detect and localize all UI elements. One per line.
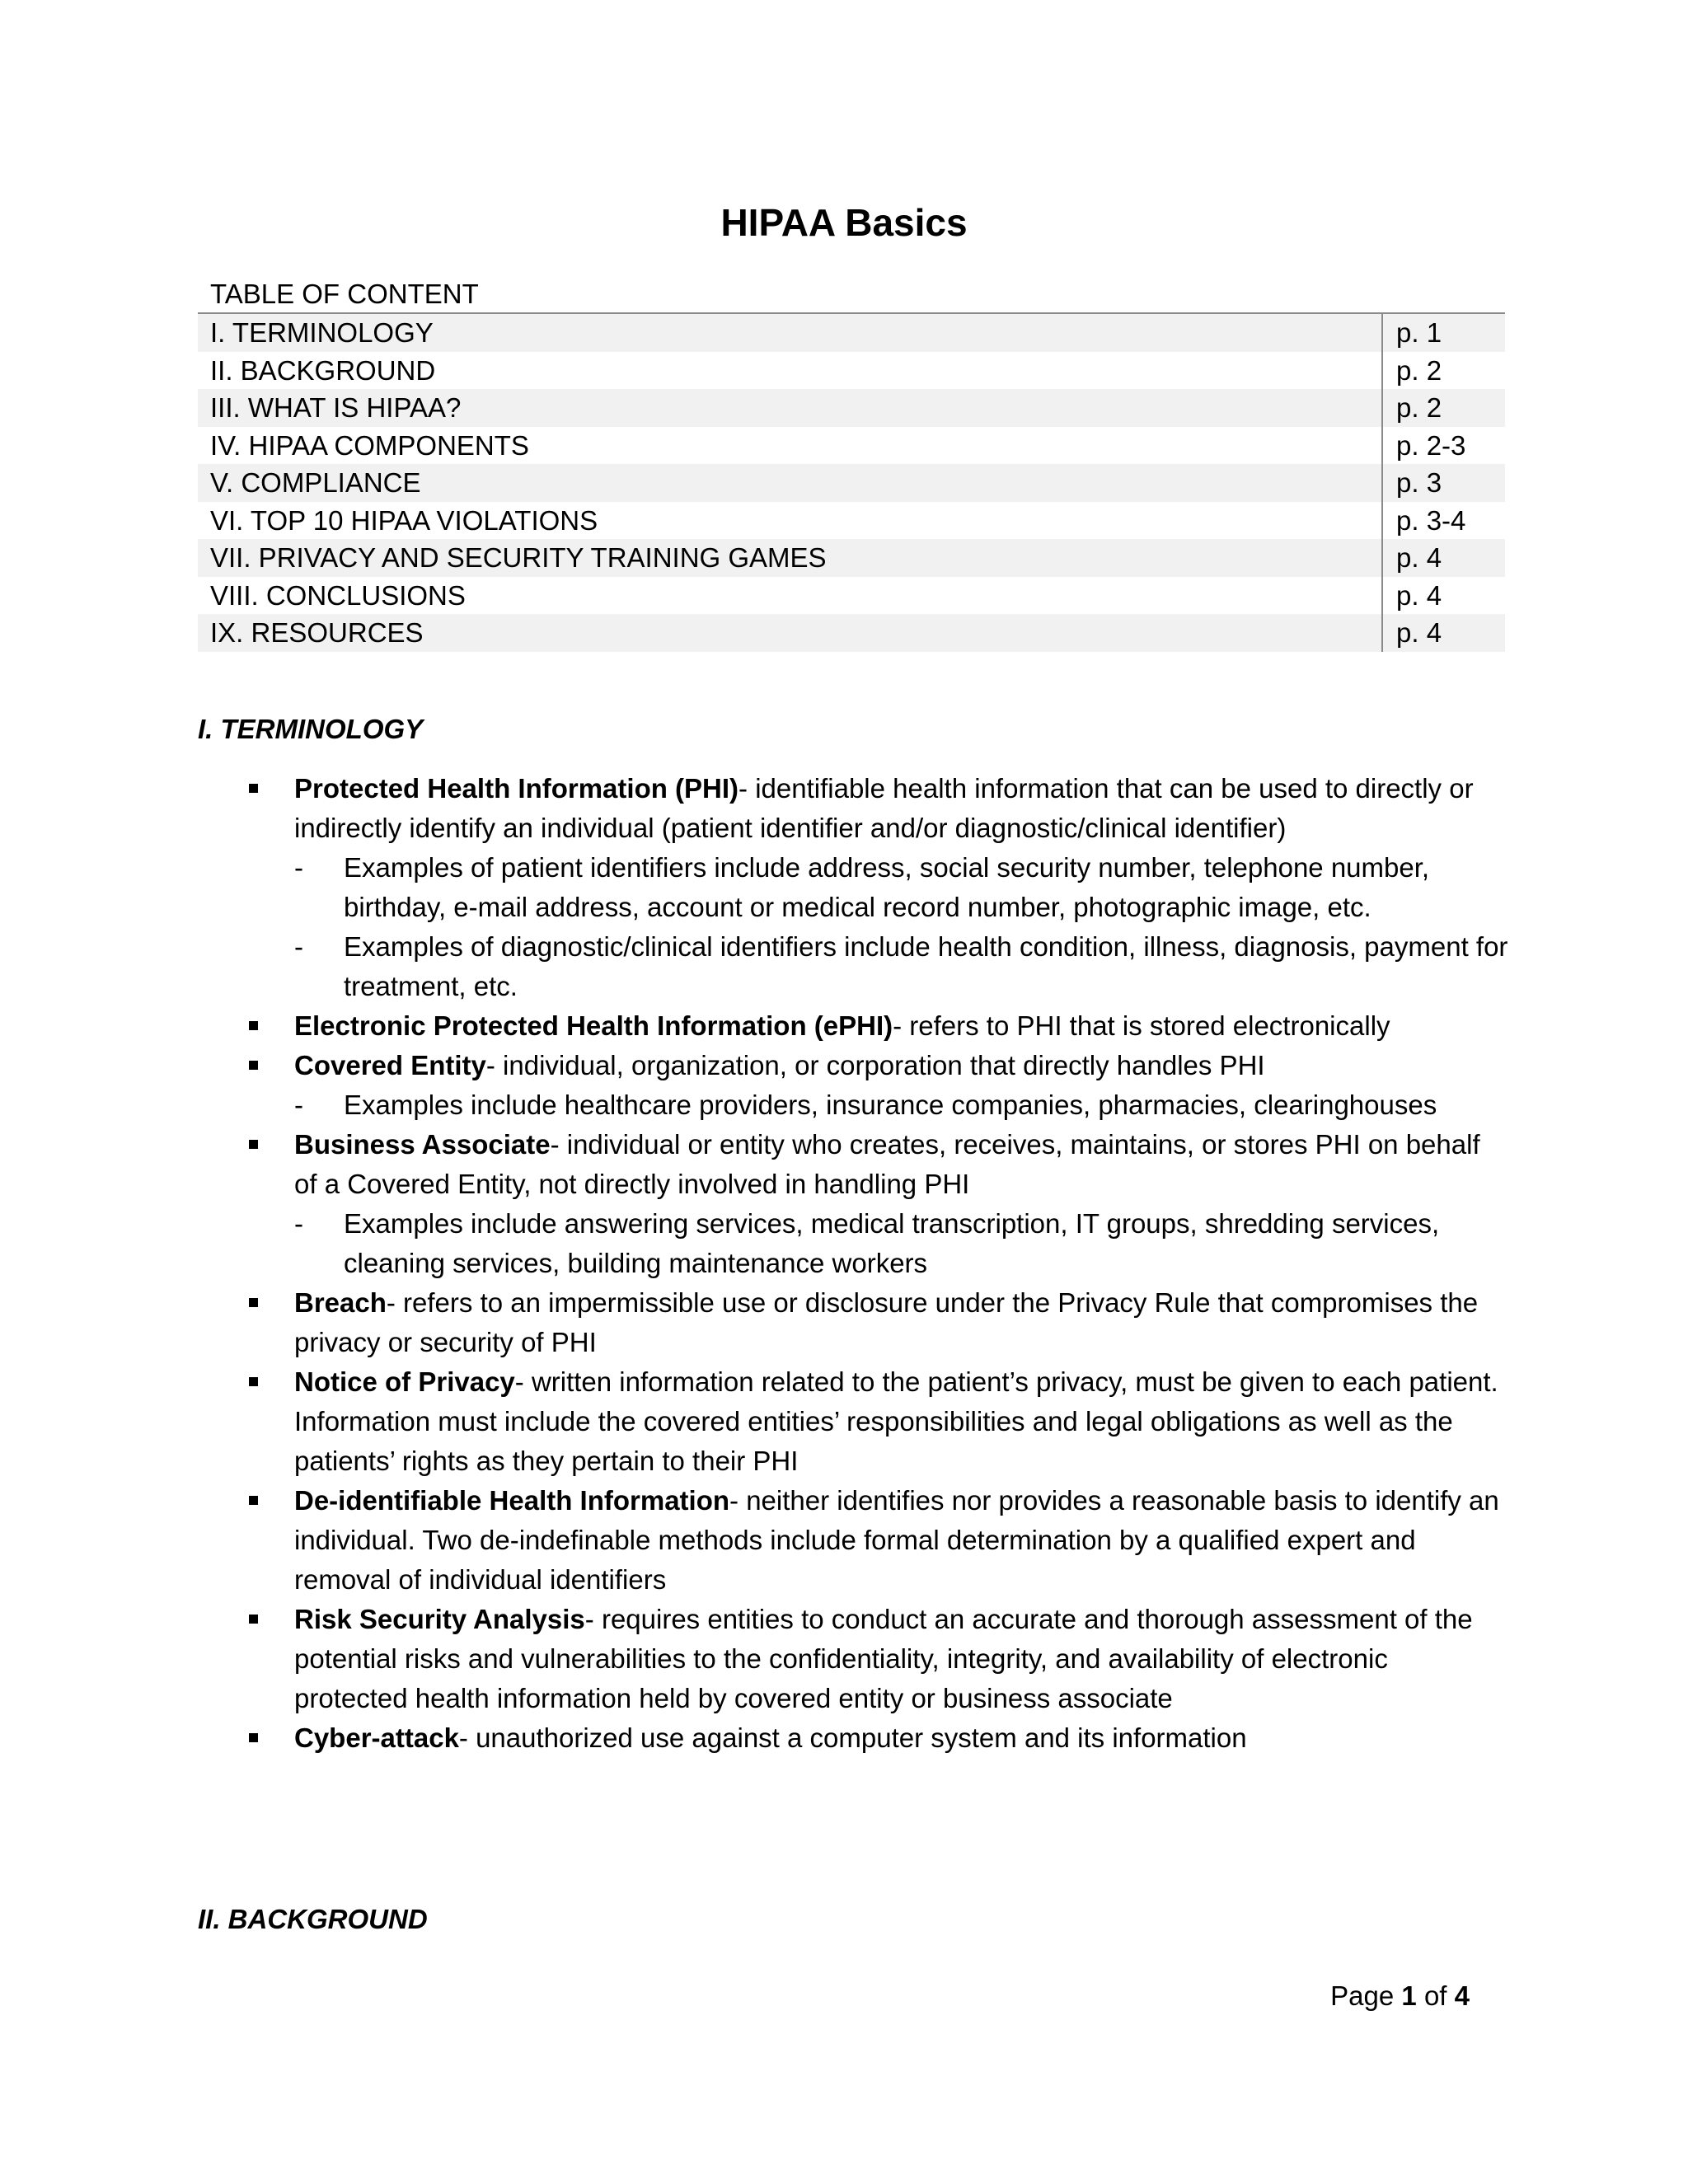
term-definition: - identifiable health information that can be used to directly or indirectly identify an individual (patient identifier and/or diagnostic/clinical identifier) xyxy=(294,773,1474,843)
term-item xyxy=(198,1718,1508,1758)
term-name: Cyber-attack xyxy=(294,1722,459,1753)
square-bullet-icon xyxy=(249,1061,258,1070)
footer-page-word: Page xyxy=(1330,1980,1395,2011)
toc-row xyxy=(198,352,1505,390)
term-definition: - unauthorized use against a computer system and its information xyxy=(458,1722,1247,1753)
square-bullet-icon xyxy=(249,1140,258,1149)
toc-row-label: VI. TOP 10 HIPAA VIOLATIONS xyxy=(198,502,1383,540)
term-item xyxy=(198,1283,1508,1362)
toc-row-label: I. TERMINOLOGY xyxy=(198,314,1383,352)
term-name: Covered Entity xyxy=(294,1050,486,1080)
dash-bullet-icon: - xyxy=(294,1090,303,1120)
term-sub-item xyxy=(198,1085,1508,1125)
term-sub-text: Examples include answering services, medical transcription, IT groups, shredding services, cleaning services, building maintenance workers xyxy=(344,1208,1440,1278)
toc-row xyxy=(198,314,1505,352)
term-name: De-identifiable Health Information xyxy=(294,1485,730,1516)
toc-row-page: p. 2 xyxy=(1396,392,1442,423)
term-name: Breach xyxy=(294,1287,387,1318)
term-name: Protected Health Information (PHI) xyxy=(294,773,739,804)
toc-row-page: p. 2-3 xyxy=(1396,429,1466,461)
square-bullet-icon xyxy=(249,1733,258,1742)
term-definition: - written information related to the patient’s privacy, must be given to each patient. Information must include the covered entities’ responsibilities and legal obligations as well as the patients’ rights as they pertain to their PHI xyxy=(294,1366,1498,1476)
term-name: Notice of Privacy xyxy=(294,1366,515,1397)
toc-row-page: p. 3-4 xyxy=(1396,504,1466,536)
term-definition: - neither identifies nor provides a reasonable basis to identify an individual. Two de-indefinable methods include formal determination by a qualified expert and removal of individual identifiers xyxy=(294,1485,1499,1595)
toc-row-label: VIII. CONCLUSIONS xyxy=(198,577,1383,615)
toc-row xyxy=(198,464,1505,502)
dash-bullet-icon: - xyxy=(294,1208,303,1239)
page-footer xyxy=(1330,1978,1470,2014)
term-item xyxy=(198,1481,1508,1600)
square-bullet-icon xyxy=(249,1496,258,1505)
square-bullet-icon xyxy=(249,1021,258,1030)
dash-bullet-icon: - xyxy=(294,852,303,883)
toc-row-label: III. WHAT IS HIPAA? xyxy=(198,389,1383,427)
term-sub-item xyxy=(198,1204,1508,1283)
toc-row-label: V. COMPLIANCE xyxy=(198,464,1383,502)
toc-rows xyxy=(198,314,1505,652)
term-item xyxy=(198,1006,1508,1046)
toc-row-page: p. 2 xyxy=(1396,354,1442,386)
term-definition: - individual or entity who creates, receives, maintains, or stores PHI on behalf of a Covered Entity, not directly involved in handling PHI xyxy=(294,1129,1480,1199)
square-bullet-icon xyxy=(249,1377,258,1386)
toc-row-label: VII. PRIVACY AND SECURITY TRAINING GAMES xyxy=(198,539,1383,577)
document-title: HIPAA Basics xyxy=(720,201,968,244)
term-name: Business Associate xyxy=(294,1129,551,1160)
toc-row xyxy=(198,539,1505,577)
toc-row-label: IX. RESOURCES xyxy=(198,614,1383,652)
term-definition: - individual, organization, or corporation that directly handles PHI xyxy=(485,1050,1265,1080)
toc-row-label: II. BACKGROUND xyxy=(198,352,1383,390)
square-bullet-icon xyxy=(249,1615,258,1624)
term-sub-item xyxy=(198,848,1508,927)
dash-bullet-icon: - xyxy=(294,931,303,962)
table-of-contents xyxy=(198,276,1505,652)
term-name: Electronic Protected Health Information (ePHI) xyxy=(294,1010,893,1041)
toc-row xyxy=(198,577,1505,615)
toc-row xyxy=(198,614,1505,652)
section-heading-terminology: I. TERMINOLOGY xyxy=(198,714,424,744)
toc-row-label: IV. HIPAA COMPONENTS xyxy=(198,427,1383,465)
toc-row-page: p. 4 xyxy=(1396,542,1442,573)
toc-row-page: p. 4 xyxy=(1396,617,1442,648)
term-sub-item xyxy=(198,927,1508,1006)
toc-row-page: p. 1 xyxy=(1396,317,1442,348)
term-sub-text: Examples of diagnostic/clinical identifiers include health condition, illness, diagnosis, payment for treatment, etc. xyxy=(344,931,1508,1001)
term-item xyxy=(198,1125,1508,1204)
term-item xyxy=(198,1362,1508,1481)
square-bullet-icon xyxy=(249,1298,258,1307)
terminology-list xyxy=(198,769,1508,1758)
toc-heading: TABLE OF CONTENT xyxy=(198,276,1505,314)
footer-of-word: of xyxy=(1423,1980,1447,2011)
term-name: Risk Security Analysis xyxy=(294,1604,585,1634)
toc-row xyxy=(198,389,1505,427)
term-definition: - refers to PHI that is stored electronically xyxy=(893,1010,1390,1041)
term-sub-text: Examples include healthcare providers, insurance companies, pharmacies, clearinghouses xyxy=(344,1090,1437,1120)
toc-row-page: p. 3 xyxy=(1396,467,1442,498)
square-bullet-icon xyxy=(249,784,258,793)
term-item xyxy=(198,1600,1508,1718)
toc-row xyxy=(198,502,1505,540)
term-item xyxy=(198,1046,1508,1085)
footer-total-pages: 4 xyxy=(1454,1980,1470,2011)
term-definition: - refers to an impermissible use or disclosure under the Privacy Rule that compromises the privacy or security of PHI xyxy=(294,1287,1479,1357)
term-sub-text: Examples of patient identifiers include address, social security number, telephone number, birthday, e-mail address, account or medical record number, photographic image, etc. xyxy=(344,852,1430,922)
section-heading-background: II. BACKGROUND xyxy=(198,1904,428,1934)
term-definition: - requires entities to conduct an accurate and thorough assessment of the potential risks and vulnerabilities to the confidentiality, integrity, and availability of electronic protected health information held by covered entity or business associate xyxy=(294,1604,1473,1713)
footer-current-page: 1 xyxy=(1401,1980,1417,2011)
toc-row xyxy=(198,427,1505,465)
toc-row-page: p. 4 xyxy=(1396,579,1442,611)
term-item xyxy=(198,769,1508,848)
